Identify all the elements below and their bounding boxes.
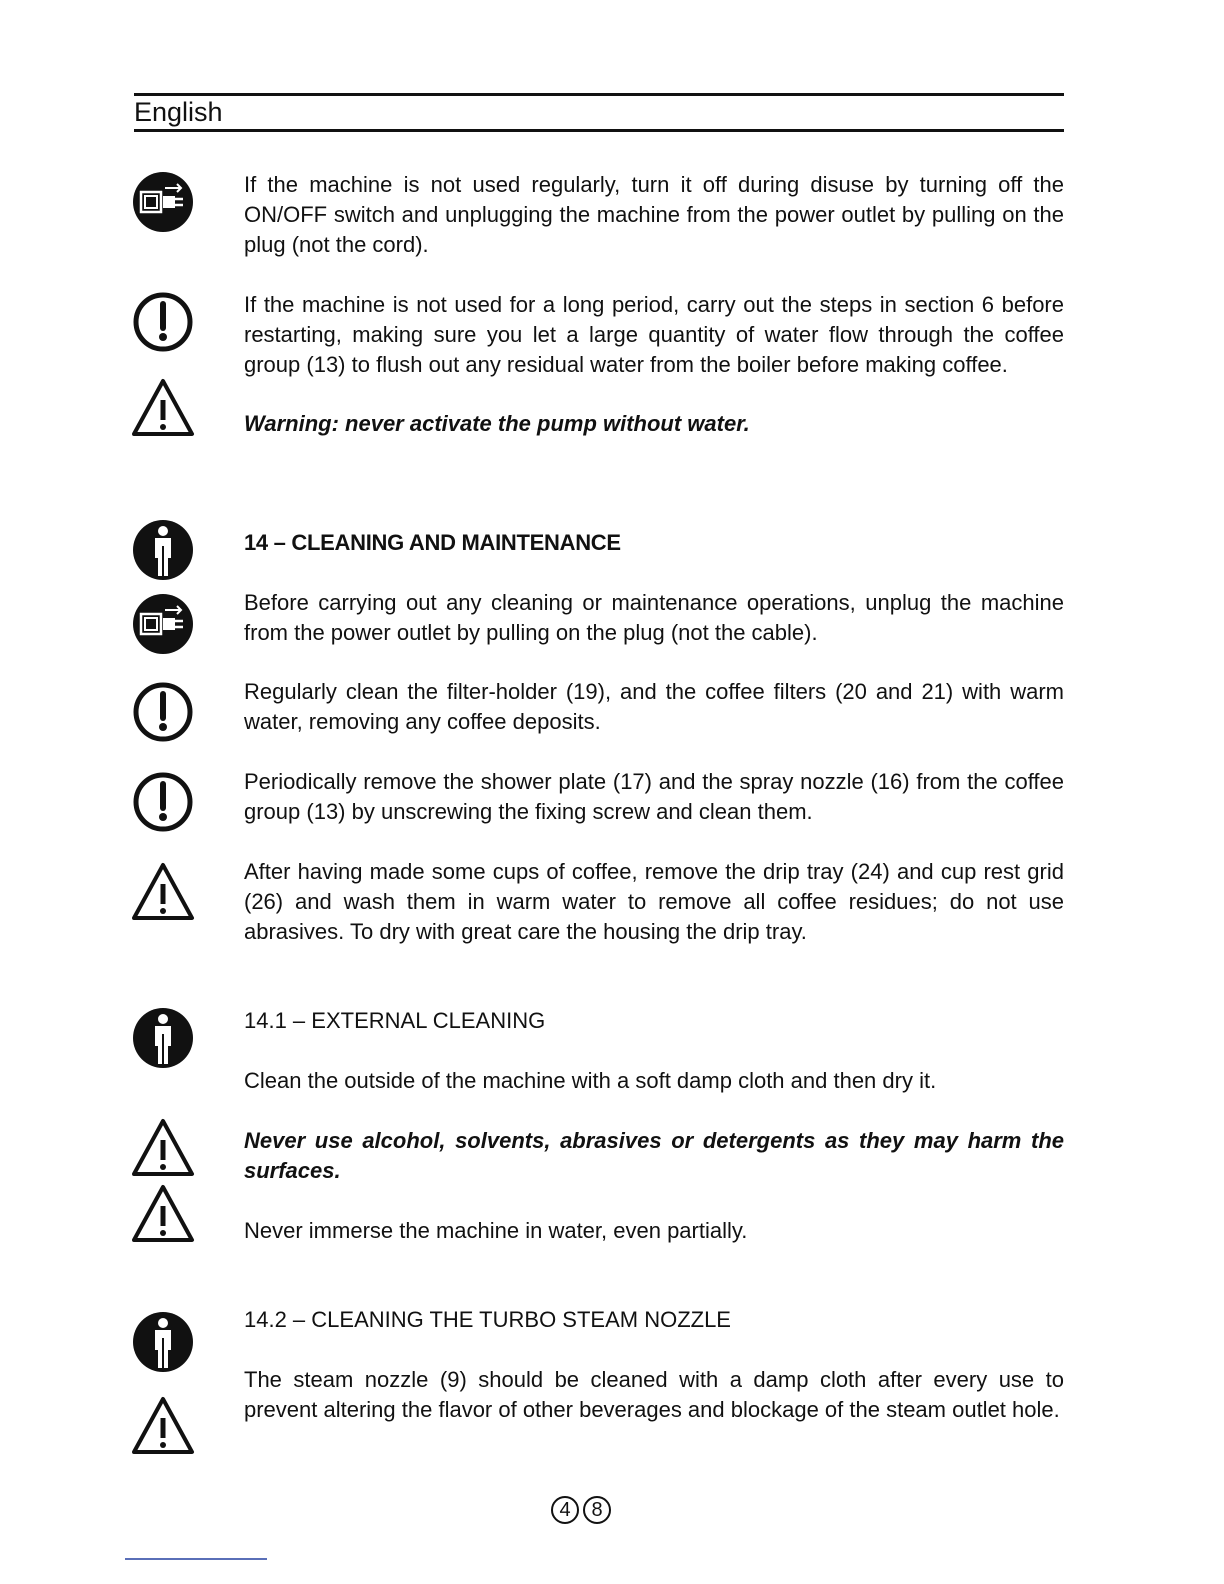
paragraph-unplug-before-cleaning: Before carrying out any cleaning or maintenance operations, unplug the machine from the power outlet by pulling on the plug (not the cable). (244, 590, 1064, 645)
warning-triangle-icon (131, 1116, 195, 1180)
caution-circle-icon (131, 770, 195, 834)
operator-person-icon (131, 1006, 195, 1070)
paragraph-drip-tray: After having made some cups of coffee, remove the drip tray (24) and cup rest grid (26) and wash them in warm water to remove all coffee residues; do not use abrasives. To dry with great care the housing the drip tray. (244, 859, 1064, 944)
page-number-digit: 8 (583, 1496, 611, 1524)
warning-triangle-icon (131, 860, 195, 924)
language-label: English (134, 97, 223, 127)
operator-person-icon (131, 1310, 195, 1374)
paragraph-steam-nozzle: The steam nozzle (9) should be cleaned with a damp cloth after every use to prevent altering the flavor of other beverages and blockage of the steam outlet hole. (244, 1367, 1064, 1422)
warning-no-alcohol: Never use alcohol, solvents, abrasives or detergents as they may harm the surfaces. (244, 1128, 1064, 1183)
warning-triangle-icon (131, 376, 195, 440)
warning-triangle-icon (131, 1394, 195, 1458)
header-top-rule (134, 93, 1064, 96)
section-heading-14-1: 14.1 – EXTERNAL CLEANING (244, 1008, 546, 1033)
header-bottom-rule (134, 129, 1064, 132)
paragraph-never-immerse: Never immerse the machine in water, even partially. (244, 1218, 748, 1243)
caution-circle-icon (131, 680, 195, 744)
paragraph-filter-holder: Regularly clean the filter-holder (19), and the coffee filters (20 and 21) with warm water, removing any coffee deposits. (244, 679, 1064, 734)
warning-pump: Warning: never activate the pump without water. (244, 411, 750, 436)
paragraph-external-clean: Clean the outside of the machine with a soft damp cloth and then dry it. (244, 1068, 937, 1093)
section-heading-14-2: 14.2 – CLEANING THE TURBO STEAM NOZZLE (244, 1307, 731, 1332)
page-number (545, 1494, 617, 1526)
warning-triangle-icon (131, 1182, 195, 1246)
operator-person-icon (131, 518, 195, 582)
paragraph-disuse: If the machine is not used regularly, turn it off during disuse by turning off the ON/OFF switch and unplugging the machine from the power outlet by pulling on the plug (not the cord). (244, 172, 1064, 257)
page-number-digit: 4 (551, 1496, 579, 1524)
caution-circle-icon (131, 290, 195, 354)
footer-line (125, 1558, 267, 1560)
unplug-icon (131, 592, 195, 656)
section-heading-14: 14 – CLEANING AND MAINTENANCE (244, 530, 621, 555)
paragraph-long-period: If the machine is not used for a long period, carry out the steps in section 6 before restarting, making sure you let a large quantity of water flow through the coffee group (13) to flush out any residual water from the boiler before making coffee. (244, 292, 1064, 377)
paragraph-shower-plate: Periodically remove the shower plate (17) and the spray nozzle (16) from the coffee group (13) by unscrewing the fixing screw and clean them. (244, 769, 1064, 824)
unplug-icon (131, 170, 195, 234)
